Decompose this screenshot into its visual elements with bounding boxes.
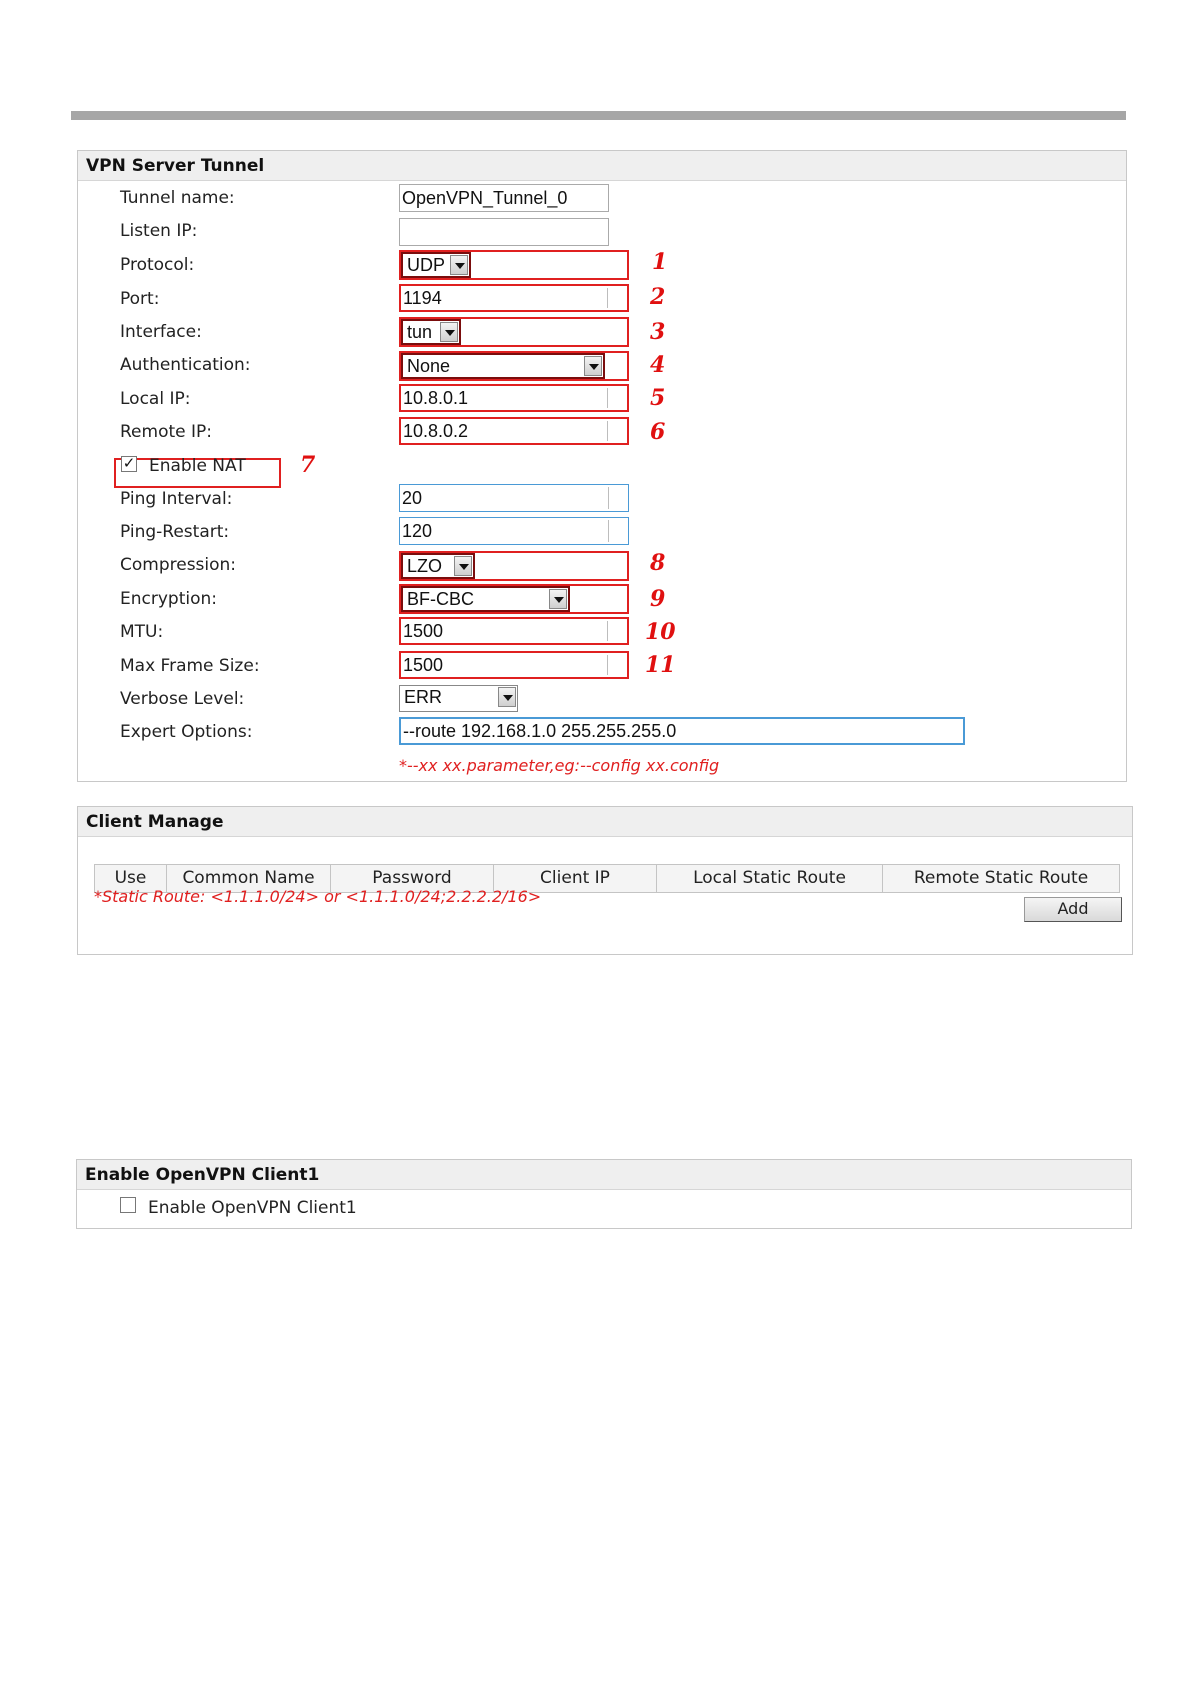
local-ip-value: 10.8.0.1 (403, 388, 469, 408)
panel-title: Enable OpenVPN Client1 (77, 1160, 1131, 1190)
ping-interval-label: Ping Interval: (120, 489, 233, 509)
mtu-label: MTU: (120, 622, 164, 642)
verbose-level-wrap (399, 684, 519, 714)
marker-4: 4 (650, 352, 666, 378)
ping-restart-label: Ping-Restart: (120, 522, 230, 542)
enable-openvpn-client1-label: Enable OpenVPN Client1 (148, 1198, 357, 1218)
enable-openvpn-client1-checkbox[interactable] (120, 1197, 136, 1213)
chevron-down-icon[interactable] (584, 356, 602, 376)
chevron-down-icon[interactable] (440, 322, 458, 342)
ping-interval-input[interactable] (399, 484, 629, 512)
interface-label: Interface: (120, 322, 202, 342)
panel-title: VPN Server Tunnel (78, 151, 1126, 181)
local-ip-label: Local IP: (120, 389, 191, 409)
verbose-level-select[interactable] (399, 685, 518, 712)
port-label: Port: (120, 289, 160, 309)
marker-11: 11 (645, 652, 676, 678)
mtu-value: 1500 (403, 621, 444, 641)
listen-ip-input[interactable] (399, 218, 609, 246)
authentication-highlight (399, 351, 629, 381)
compression-highlight (399, 551, 629, 581)
ping-restart-value: 120 (402, 521, 433, 541)
marker-1: 1 (652, 249, 668, 275)
encryption-label: Encryption: (120, 589, 217, 609)
column-header-client-ip: Client IP (493, 864, 656, 893)
protocol-highlight (399, 250, 629, 280)
static-route-hint: *Static Route: <1.1.1.0/24> or <1.1.1.0/24;2.2.2.2/16> (94, 887, 542, 906)
chevron-down-icon[interactable] (549, 589, 567, 609)
marker-7: 7 (300, 452, 316, 478)
chevron-down-icon[interactable] (450, 255, 468, 275)
expert-options-label: Expert Options: (120, 722, 253, 742)
port-value: 1194 (403, 288, 442, 308)
top-divider-bar (71, 111, 1126, 120)
expert-options-input[interactable]: --route 192.168.1.0 255.255.255.0 (399, 717, 965, 745)
mtu-input[interactable] (399, 617, 629, 645)
compression-select[interactable] (401, 553, 475, 579)
enable-nat-checkbox[interactable]: ✓ (122, 454, 136, 472)
marker-9: 9 (650, 586, 666, 612)
protocol-select[interactable] (401, 252, 471, 278)
authentication-select[interactable] (401, 353, 605, 379)
interface-select[interactable] (401, 319, 461, 345)
local-ip-input[interactable] (399, 384, 629, 412)
encryption-value: BF-CBC (407, 589, 474, 609)
remote-ip-value: 10.8.0.2 (403, 421, 469, 441)
ping-interval-value: 20 (402, 488, 423, 508)
max-frame-size-value: 1500 (403, 655, 444, 675)
marker-6: 6 (650, 419, 666, 445)
ping-restart-input[interactable] (399, 517, 629, 545)
remote-ip-input[interactable] (399, 417, 629, 445)
port-input[interactable] (399, 284, 629, 312)
expert-options-hint: *--xx xx.parameter,eg:--config xx.config (399, 756, 720, 775)
column-header-password: Password (330, 864, 493, 893)
verbose-level-label: Verbose Level: (120, 689, 245, 709)
encryption-select[interactable] (401, 586, 570, 612)
tunnel-name-input[interactable]: OpenVPN_Tunnel_0 (399, 184, 609, 212)
compression-label: Compression: (120, 555, 237, 575)
authentication-label: Authentication: (120, 355, 251, 375)
authentication-value: None (407, 356, 451, 376)
max-frame-size-label: Max Frame Size: (120, 656, 260, 676)
chevron-down-icon[interactable] (498, 687, 516, 707)
marker-2: 2 (650, 284, 666, 310)
listen-ip-label: Listen IP: (120, 221, 198, 241)
panel-title: Client Manage (78, 807, 1132, 837)
chevron-down-icon[interactable] (454, 556, 472, 576)
marker-3: 3 (650, 319, 666, 345)
enable-nat-label: Enable NAT (149, 456, 246, 476)
verbose-level-value: ERR (404, 687, 443, 707)
column-header-remote-static-route: Remote Static Route (882, 864, 1120, 893)
interface-highlight (399, 317, 629, 347)
column-header-use: Use (94, 864, 166, 893)
tunnel-name-label: Tunnel name: (120, 188, 235, 208)
openvpn-client-panel (76, 1159, 1132, 1229)
column-header-local-static-route: Local Static Route (656, 864, 882, 893)
remote-ip-label: Remote IP: (120, 422, 212, 442)
add-client-button[interactable]: Add (1024, 897, 1122, 922)
marker-5: 5 (650, 385, 666, 411)
compression-value: LZO (407, 556, 443, 576)
interface-value: tun (407, 322, 433, 342)
encryption-highlight (399, 584, 629, 614)
protocol-label: Protocol: (120, 255, 195, 275)
marker-10: 10 (645, 619, 676, 645)
column-header-common-name: Common Name (166, 864, 330, 893)
marker-8: 8 (650, 550, 666, 576)
protocol-value: UDP (407, 255, 446, 275)
max-frame-size-input[interactable] (399, 651, 629, 679)
